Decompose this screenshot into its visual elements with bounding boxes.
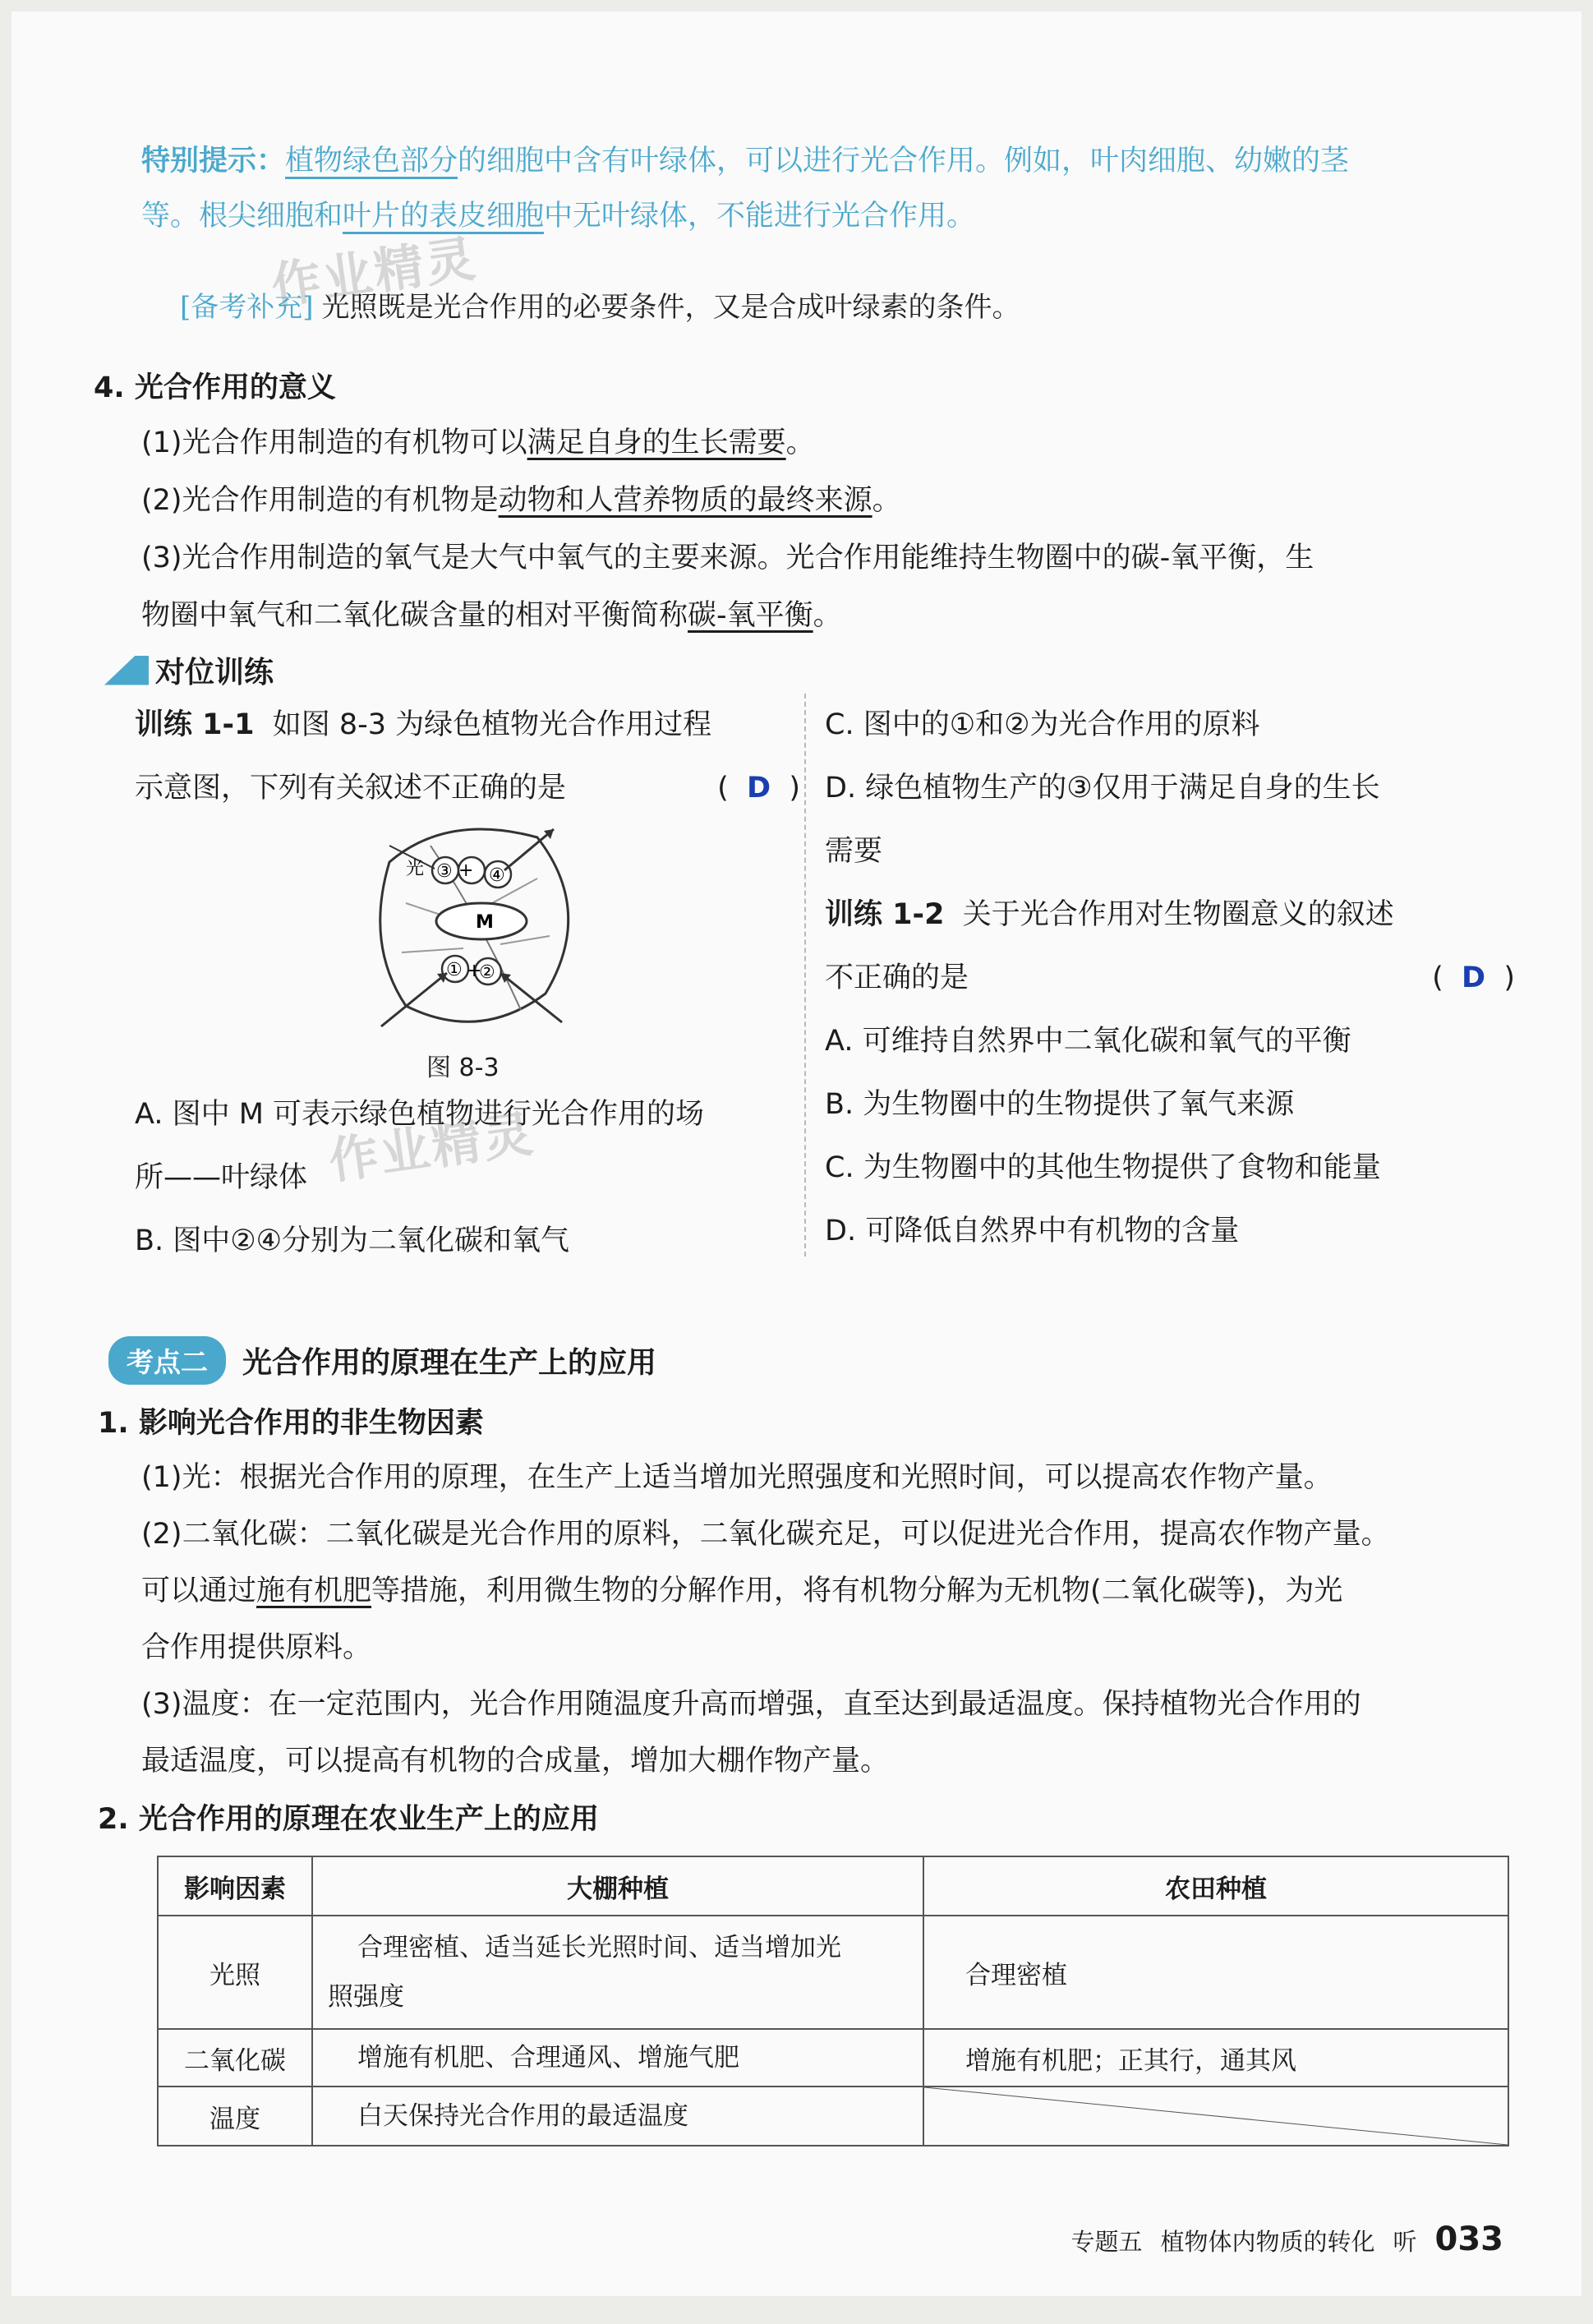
plus-sign: + — [467, 961, 482, 981]
section-heading: 4. 光合作用的意义 — [94, 371, 336, 404]
keypoint-header — [108, 1336, 656, 1385]
option-a: 所——叶绿体 — [135, 1161, 308, 1194]
table-cell-empty — [923, 2087, 1508, 2146]
question-text: 示意图，下列有关叙述不正确的是 — [135, 772, 567, 805]
tip-text: 中无叶绿体，不能进行光合作用。 — [544, 200, 976, 233]
underlined-answer: 施有机肥 — [256, 1575, 372, 1607]
cell-text: 照强度 — [328, 1982, 404, 2012]
table-header: 影响因素 — [158, 1856, 312, 1916]
option-b: B. 图中②④分别为二氧化碳和氧气 — [135, 1224, 570, 1257]
footer-title: 植物体内物质的转化 — [1160, 2228, 1375, 2256]
text: (1)光合作用制造的有机物可以 — [141, 427, 527, 459]
text: 可以通过 — [141, 1575, 257, 1607]
table-row — [158, 2029, 1508, 2087]
text: 合作用提供原料。 — [141, 1631, 372, 1664]
figure-caption: 图 8-3 — [426, 1054, 500, 1082]
text: 等措施，利用微生物的分解作用，将有机物分解为无机物(二氧化碳等)，为光 — [371, 1575, 1343, 1607]
n4-label: ④ — [489, 865, 505, 886]
option-a: A. 图中 M 可表示绿色植物进行光合作用的场 — [135, 1098, 705, 1131]
diagonal-line — [924, 2087, 1508, 2145]
exam-supplement — [180, 284, 1020, 325]
table-cell: 温度 — [158, 2087, 312, 2146]
text: (2)二氧化碳：二氧化碳是光合作用的原料，二氧化碳充足，可以促进光合作用，提高农作物产量。 — [141, 1518, 1390, 1551]
table-cell: 增施有机肥、合理通风、增施气肥 — [312, 2029, 923, 2087]
tip-text: 的细胞中含有叶绿体，可以进行光合作用。例如，叶肉细胞、幼嫩的茎 — [458, 145, 1350, 178]
table-header: 大棚种植 — [312, 1856, 923, 1916]
supplement-tag: [备考补充] — [180, 291, 314, 324]
text: (3)光合作用制造的氧气是大气中氧气的主要来源。光合作用能维持生物圈中的碳-氧平衡，生 — [141, 542, 1314, 574]
keypoint-title: 光合作用的原理在生产上的应用 — [242, 1346, 657, 1380]
text: 最适温度，可以提高有机物的合成量，增加大棚作物产量。 — [141, 1745, 890, 1778]
option-a: A. 可维持自然界中二氧化碳和氧气的平衡 — [825, 1025, 1351, 1058]
watermark: 作业精灵 — [325, 1104, 539, 1192]
watermark: 作业精灵 — [268, 229, 481, 316]
tip-underlined: 植物绿色部分 — [285, 145, 458, 178]
arrow-icon — [104, 656, 149, 685]
answer: D — [747, 772, 771, 805]
n1-label: ① — [446, 960, 463, 980]
option-c: C. 为生物圈中的其他生物提供了食物和能量 — [825, 1151, 1381, 1184]
text: (2)光合作用制造的有机物是 — [141, 484, 499, 517]
question-text: 不正确的是 — [825, 961, 969, 994]
exercise-title: 训练 1-1 — [135, 708, 255, 741]
exercise-title: 训练 1-2 — [825, 898, 945, 931]
answer: D — [1462, 961, 1486, 994]
practice-heading — [104, 649, 274, 691]
photosynthesis-figure — [357, 813, 603, 1047]
table-cell: 白天保持光合作用的最适温度 — [312, 2087, 923, 2146]
exercise-1-1: 训练 1-1 如图 8-3 为绿色植物光合作用过程 示意图，下列有关叙述不正确的是 ( D ) A. 图中 M 可表示绿色植物进行光合作用的场 所——叶绿体 B. 图中②④分别为二氧化碳和氧气 — [135, 694, 800, 1273]
footer-chapter: 专题五 — [1070, 2228, 1143, 2256]
section1-body — [141, 1450, 1522, 1790]
column-divider — [804, 694, 808, 1257]
tip-text: 等。根尖细胞和 — [141, 200, 343, 233]
option-b: B. 为生物圈中的生物提供了氧气来源 — [825, 1088, 1295, 1121]
exercise-right-column: C. 图中的①和②为光合作用的原料 D. 绿色植物生产的③仅用于满足自身的生长 需要 训练 1-2 关于光合作用对生物圈意义的叙述 不正确的是 ( D ) A. 可维持自然界中二氧化碳和氧气的平衡 B. 为生物圈中的生物提供了氧气来源 C. 为生物圈中的其他生物提供了食物和能量 D. 可降低自然界中有机物的含量 — [825, 694, 1515, 1263]
text: (1)光：根据光合作用的原理，在生产上适当增加光照强度和光照时间，可以提高农作物产量。 — [141, 1461, 1333, 1494]
table-header-row — [158, 1856, 1508, 1916]
table-cell: 增施有机肥；正其行，通其风 — [923, 2029, 1508, 2087]
page — [12, 12, 1581, 2296]
option-d: D. 绿色植物生产的③仅用于满足自身的生长 — [825, 772, 1380, 805]
option-d: D. 可降低自然界中有机物的含量 — [825, 1215, 1240, 1247]
page-footer — [1070, 2220, 1503, 2258]
text: 。 — [785, 427, 815, 459]
supplement-text: 光照既是光合作用的必要条件，又是合成叶绿素的条件。 — [321, 291, 1020, 324]
option-c: C. 图中的①和②为光合作用的原料 — [825, 708, 1260, 741]
table-cell: 合理密植 — [923, 1916, 1508, 2029]
page-number: 033 — [1434, 2220, 1503, 2258]
section-heading: 1. 影响光合作用的非生物因素 — [98, 1407, 484, 1440]
n3-label: ③ — [436, 861, 453, 882]
option-d: 需要 — [825, 835, 883, 868]
table-header: 农田种植 — [923, 1856, 1508, 1916]
text: 。 — [813, 599, 842, 632]
n2-label: ② — [479, 962, 495, 983]
keypoint-badge: 考点二 — [108, 1336, 226, 1385]
tip-label: 特别提示： — [141, 144, 286, 178]
underlined-answer: 碳-氧平衡 — [688, 599, 813, 632]
footer-mark: 听 — [1393, 2228, 1417, 2256]
application-table — [157, 1856, 1509, 2146]
text: 物圈中氧气和二氧化碳含量的相对平衡简称 — [141, 599, 688, 632]
practice-title: 对位训练 — [155, 656, 274, 689]
tip-underlined: 叶片的表皮细胞 — [343, 200, 545, 233]
question-text: 如图 8-3 为绿色植物光合作用过程 — [272, 708, 712, 741]
section4-body — [141, 414, 1513, 644]
section-heading: 2. 光合作用的原理在农业生产上的应用 — [98, 1803, 599, 1836]
underlined-answer: 动物和人营养物质的最终来源 — [498, 484, 872, 517]
light-label: 光 — [406, 859, 425, 879]
plus-sign: + — [458, 860, 474, 881]
table-row — [158, 1916, 1508, 2029]
text: 。 — [872, 484, 901, 517]
underlined-answer: 满足自身的生长需要 — [527, 427, 786, 459]
table-cell — [312, 1916, 923, 2029]
text: (3)温度：在一定范围内，光合作用随温度升高而增强，直至达到最适温度。保持植物光合作用的 — [141, 1688, 1361, 1721]
table-cell: 二氧化碳 — [158, 2029, 312, 2087]
cell-text: 合理密植、适当延长光照时间、适当增加光 — [357, 1933, 841, 1962]
m-label: M — [476, 912, 494, 933]
table-cell: 光照 — [158, 1916, 312, 2029]
special-tip — [141, 133, 1505, 244]
question-text: 关于光合作用对生物圈意义的叙述 — [962, 898, 1394, 931]
table-row — [158, 2087, 1508, 2146]
